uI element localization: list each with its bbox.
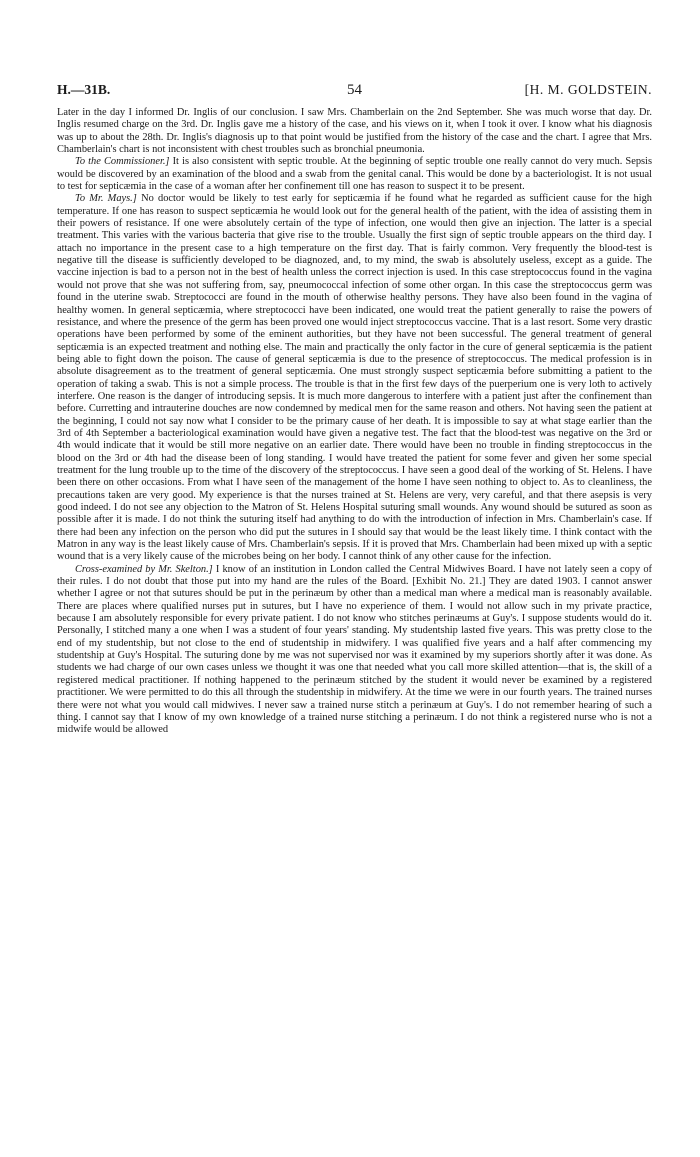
paragraph-text: It is also consistent with septic trouble. At the beginning of septic trouble one really cannot do very much. Sepsis would be discovered by an examination of the blood and a swab from the genital canal. This would be done by a bacteriologist. It is not usual to test for septicæmia in the case of a woman after her confinement till one has reason to suspect it to be present. xyxy=(57,156,652,193)
paragraph-lead: To the Commissioner.] xyxy=(75,156,170,168)
paragraph-lead: To Mr. Mays.] xyxy=(75,193,137,205)
paragraph-2 xyxy=(57,156,652,193)
paragraph-1 xyxy=(57,107,652,156)
document-body xyxy=(57,107,652,737)
paragraph-text: I know of an institution in London called the Central Midwives Board. I have not lately seen a copy of their rules. I do not doubt that those put into my hand are the rules of the Board. [Exhibit No. 21.] They are dated 1903. I cannot answer whether I agree or not that sutures should be put in the perinæum by other than a medical man where a medical man is reasonably available. There are places where qualified nurses put in sutures, but I have no experience of them. I would not allow such in my private practice, because I am absolutely responsible for every private patient. I do not know who stitches perinæums at Guy's. I suppose students would do it. Personally, I stitched many a one when I was a student of four years' standing. My studentship lasted five years. This was pretty close to the end of my studentship, but not close to the end of studentship in midwifery. I was qualified five years and a half after commencing my studentship at Guy's Hospital. The suturing done by me was not supervised nor was it examined by my superiors shortly after it was done. As students we had charge of our own cases unless we thought it was one that needed what you call more skilled attention—that is, the skill of a registered medical practitioner. If nothing happened to the perinæum stitched by the student it would never be examined by a registered practitioner. We were permitted to do this all through the studentship in midwifery. At the time we were in our fourth years. The trained nurses there were not what you would call midwives. I never saw a trained nurse stitch a perinæum at Guy's. I do not remember hearing of such a thing. I cannot say that I know of my own knowledge of a trained nurse stitching a perinæum. I do not think a registered nurse who is not a midwife would be allowed xyxy=(57,563,652,736)
paragraph-4 xyxy=(57,564,652,737)
page-number: 54 xyxy=(347,82,362,98)
page-header xyxy=(57,82,652,102)
paragraph-text: Later in the day I informed Dr. Inglis of our conclusion. I saw Mrs. Chamberlain on the 2nd September. She was much worse that day. Dr. Inglis resumed charge on the 3rd. Dr. Inglis gave me a history of the case, and his views on it, when I took it over. I know what his diagnosis was up to about the 28th. Dr. Inglis's diagnosis up to that point would be justified from the history of the case and the chart. I agree that Mrs. Chamberlain's chart is not inconsistent with chest troubles such as bronchial pneumonia. xyxy=(57,107,652,156)
document-code: H.—31B. xyxy=(57,82,111,97)
witness-name: [H. M. GOLDSTEIN. xyxy=(524,82,652,97)
paragraph-text: No doctor would be likely to test early for septicæmia if he found what he regarded as sufficient cause for the high temperature. If one has reason to suspect septicæmia he would look out for the general health of the patient, with the idea of assisting them in their powers of resistance. If one were absolutely certain of the type of infection, one would then give an injection. The latter is a special treatment. This varies with the various bacteria that give rise to the trouble. Usually the first sign of septic trouble appears on the third day. I attach no importance in the present case to a high temperature on the first day. That is fairly common. Very frequently the blood-test is negative till the disease is sufficiently developed to be diagnozed, and, to my mind, the swab is absolutely useless, except as a guide. The vaccine injection is bad to a person not in the best of health unless the correct injection is used. In this case streptococcus found in the vagina would not prove that she was not suffering from, say, pneumococcal infection of some other organ. In this case the streptococcus germ was found in the uterine swab. Streptococci are found in the mouth of otherwise healthy persons. They have also been found in the vagina of healthy women. In general septicæmia, where streptococci have been indicated, one would treat the patient generally to raise the powers of resistance, and where the presence of the germ has been proved one would inject streptococcus vaccine. That is a last resort. Some very drastic operations have been performed by some of the eminent authorities, but they have not been successful. The general treatment of general septicæmia is an expected treatment and nothing else. The main and practically the only factor in the cure of general septicæmia is the patient being able to fight down the poison. The cause of general septicæmia is due to the presence of streptococcus. The medical profession is in absolute disagreement as to the treatment of general septicæmia. One must strongly suspect septicæmia before submitting a patient to the operation of taking a swab. This is not a simple process. The trouble is that in the first few days of the puerperium one is very loth to actively interfere. One reason is the danger of introducing sepsis. It is much more dangerous to interfere with a patient just after the confinement than before. Curretting and intrauterine douches are now condemned by medical men for the same reason and others. Not having seen the patient at the beginning, I could not say now what I consider to be the primary cause of her death. It is impossible to say at what stage earlier than the 3rd of 4th September a bacteriological examination would have given a negative test. The fact that the blood-test was negative on the 3rd or 4th would indicate that it would be still more negative on an earlier date. There would have been no trouble in finding streptococcus in the blood on the 3rd or 4th had the disease been of long standing. I would have treated the patient for some fever and given her some special treatment for the lung trouble up to the time of the discovery of the streptococcus. I have seen a good deal of the working of St. Helens. I have been there on other occasions. From what I have seen of the management of the home I have seen nothing to object to. As to cleanliness, the precautions taken are very good. My experience is that the nurses trained at St. Helens are very, very careful, and that there asepsis is very good indeed. I do not see any objection to the Matron of St. Helens Hospital suturing small wounds. Any wound should be sutured as soon as possible after it is made. I do not think the suturing itself had anything to do with the introduction of infection in Mrs. Chamberlain's case. If there had been any infection on the person who did put the sutures in I should say that would be the least likely time. I think contact with the Matron in any way is the least likely cause of Mrs. Chamberlain's sepsis. If it is proved that Mrs. Chamberlain had been mixed up with a septic wound that is a very likely cause of the microbes being on her body. I cannot think of any other cause for the infection. xyxy=(57,193,652,563)
paragraph-lead: Cross-examined by Mr. Skelton.] xyxy=(75,563,213,575)
paragraph-3 xyxy=(57,193,652,563)
